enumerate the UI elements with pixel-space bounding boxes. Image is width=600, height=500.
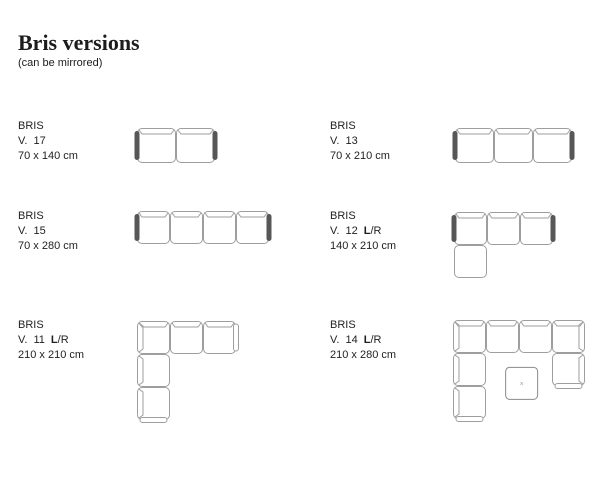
page-title: Bris versions — [18, 29, 140, 55]
version-card-v17-label — [18, 119, 78, 164]
page-subtitle: (can be mirrored) — [18, 57, 103, 69]
version-number — [18, 224, 78, 239]
lr-rest: /R — [57, 334, 69, 346]
sofa-diagram-v15 — [133, 207, 273, 248]
product-name: BRIS — [330, 319, 356, 331]
version-card-v14-label — [330, 318, 396, 363]
version-card-v11-label — [18, 318, 84, 363]
sofa-diagram-v17 — [133, 124, 219, 167]
sofa-diagram-v12 — [450, 208, 557, 282]
sofa-diagram-v11 — [133, 317, 240, 424]
sofa-diagram-v14 — [449, 316, 589, 423]
lr-bold: L — [363, 334, 371, 346]
product-name: BRIS — [18, 120, 44, 132]
lr-bold: L — [363, 225, 371, 237]
lr-label — [51, 334, 69, 346]
dimensions: 210 x 210 cm — [18, 349, 85, 361]
dimensions: 210 x 280 cm — [330, 349, 397, 361]
lr-label — [364, 334, 382, 346]
lr-label — [364, 225, 382, 237]
product-name: BRIS — [18, 319, 44, 331]
version-card-v12-label — [330, 209, 396, 254]
version-number — [18, 134, 78, 149]
svg-text:×: × — [519, 380, 524, 388]
version-text: V. 15 — [18, 225, 46, 237]
version-text: V. 17 — [18, 135, 46, 147]
version-text: V. 11 — [18, 334, 45, 346]
version-number — [330, 333, 396, 348]
version-number — [18, 333, 84, 348]
product-name: BRIS — [18, 210, 44, 222]
product-name: BRIS — [330, 120, 356, 132]
product-name: BRIS — [330, 210, 356, 222]
dimensions: 140 x 210 cm — [330, 240, 397, 252]
version-text: V. 12 — [330, 225, 358, 237]
version-text: V. 13 — [330, 135, 358, 147]
dimensions: 70 x 280 cm — [18, 240, 78, 252]
dimensions: 70 x 140 cm — [18, 150, 78, 162]
lr-bold: L — [50, 334, 58, 346]
version-number — [330, 134, 390, 149]
version-card-v15-label — [18, 209, 78, 254]
version-text: V. 14 — [330, 334, 358, 346]
version-number — [330, 224, 396, 239]
dimensions: 70 x 210 cm — [330, 150, 390, 162]
lr-rest: /R — [370, 225, 382, 237]
sofa-diagram-v13 — [451, 124, 576, 167]
lr-rest: /R — [370, 334, 382, 346]
version-card-v13-label — [330, 119, 390, 164]
